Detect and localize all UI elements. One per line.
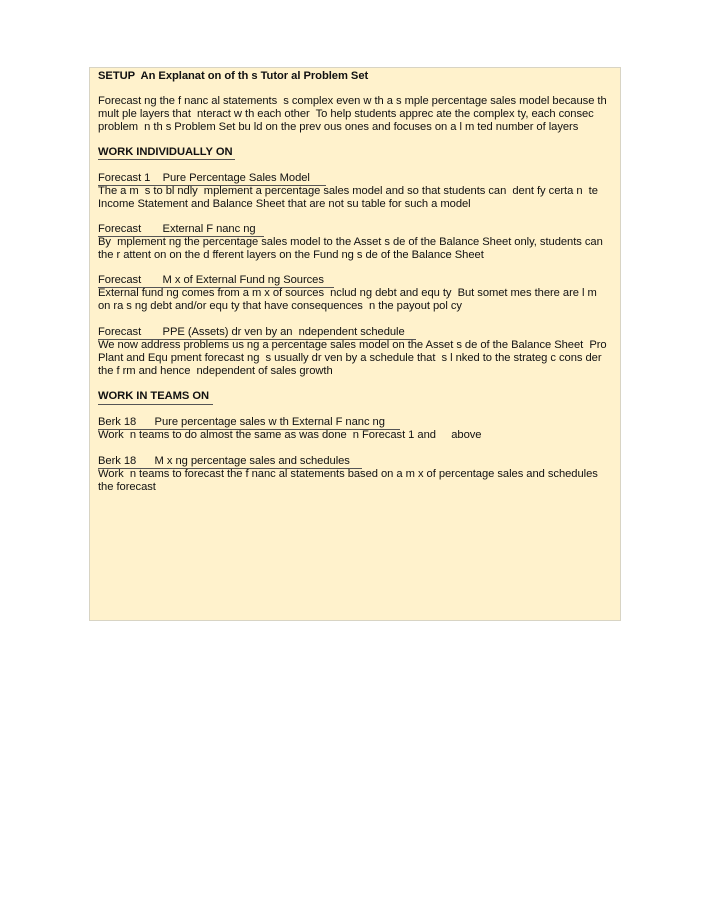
forecast-1-line: Income Statement and Balance Sheet that are not su table for such a model (98, 198, 471, 210)
berk-1-title: Berk 18 Pure percentage sales w th External F nanc ng (98, 416, 385, 428)
forecast-3-line: on ra s ng debt and/or equ ty that have consequences n the payout pol cy (98, 300, 462, 312)
heading-underline (98, 404, 213, 405)
forecast-3-title: Forecast M x of External Fund ng Sources (98, 274, 324, 286)
berk-1-line: Work n teams to do almost the same as was done n Forecast 1 and above (98, 429, 482, 441)
forecast-3-line: External fund ng comes from a m x of sources nclud ng debt and equ ty But somet mes there are l m (98, 287, 597, 299)
berk-2-line: the forecast (98, 481, 156, 493)
forecast-4-title: Forecast PPE (Assets) dr ven by an ndependent schedule (98, 326, 405, 338)
forecast-2-line: the r attent on on the d fferent layers on the Fund ng s de of the Balance Sheet (98, 249, 484, 261)
berk-2-title: Berk 18 M x ng percentage sales and schedules (98, 455, 350, 467)
berk-2-line: Work n teams to forecast the f nanc al statements based on a m x of percentage sales and schedules (98, 468, 598, 480)
teams-heading: WORK IN TEAMS ON (98, 390, 210, 402)
intro-line: mult ple layers that nteract w th each other To help students apprec ate the complex ty, each consec (98, 108, 594, 120)
forecast-1-title: Forecast 1 Pure Percentage Sales Model (98, 172, 310, 184)
forecast-4-line: We now address problems us ng a percentage sales model on the Asset s de of the Balance Sheet Pro (98, 339, 607, 351)
spreadsheet-cell-area (89, 67, 621, 621)
setup-title: SETUP An Explanat on of th s Tutor al Problem Set (98, 70, 369, 82)
forecast-1-line: The a m s to bl ndly mplement a percentage sales model and so that students can dent fy certa n te (98, 185, 598, 197)
forecast-2-line: By mplement ng the percentage sales model to the Asset s de of the Balance Sheet only, students can (98, 236, 603, 248)
forecast-2-title: Forecast External F nanc ng (98, 223, 256, 235)
individual-heading: WORK INDIVIDUALLY ON (98, 146, 233, 158)
heading-underline (98, 159, 235, 160)
forecast-4-line: Plant and Equ pment forecast ng s usually dr ven by a schedule that s l nked to the strateg c cons der (98, 352, 602, 364)
intro-line: Forecast ng the f nanc al statements s complex even w th a s mple percentage sales model because th (98, 95, 607, 107)
forecast-4-line: the f rm and hence ndependent of sales growth (98, 365, 333, 377)
intro-line: problem n th s Problem Set bu ld on the prev ous ones and focuses on a l m ted number of layers (98, 121, 579, 133)
